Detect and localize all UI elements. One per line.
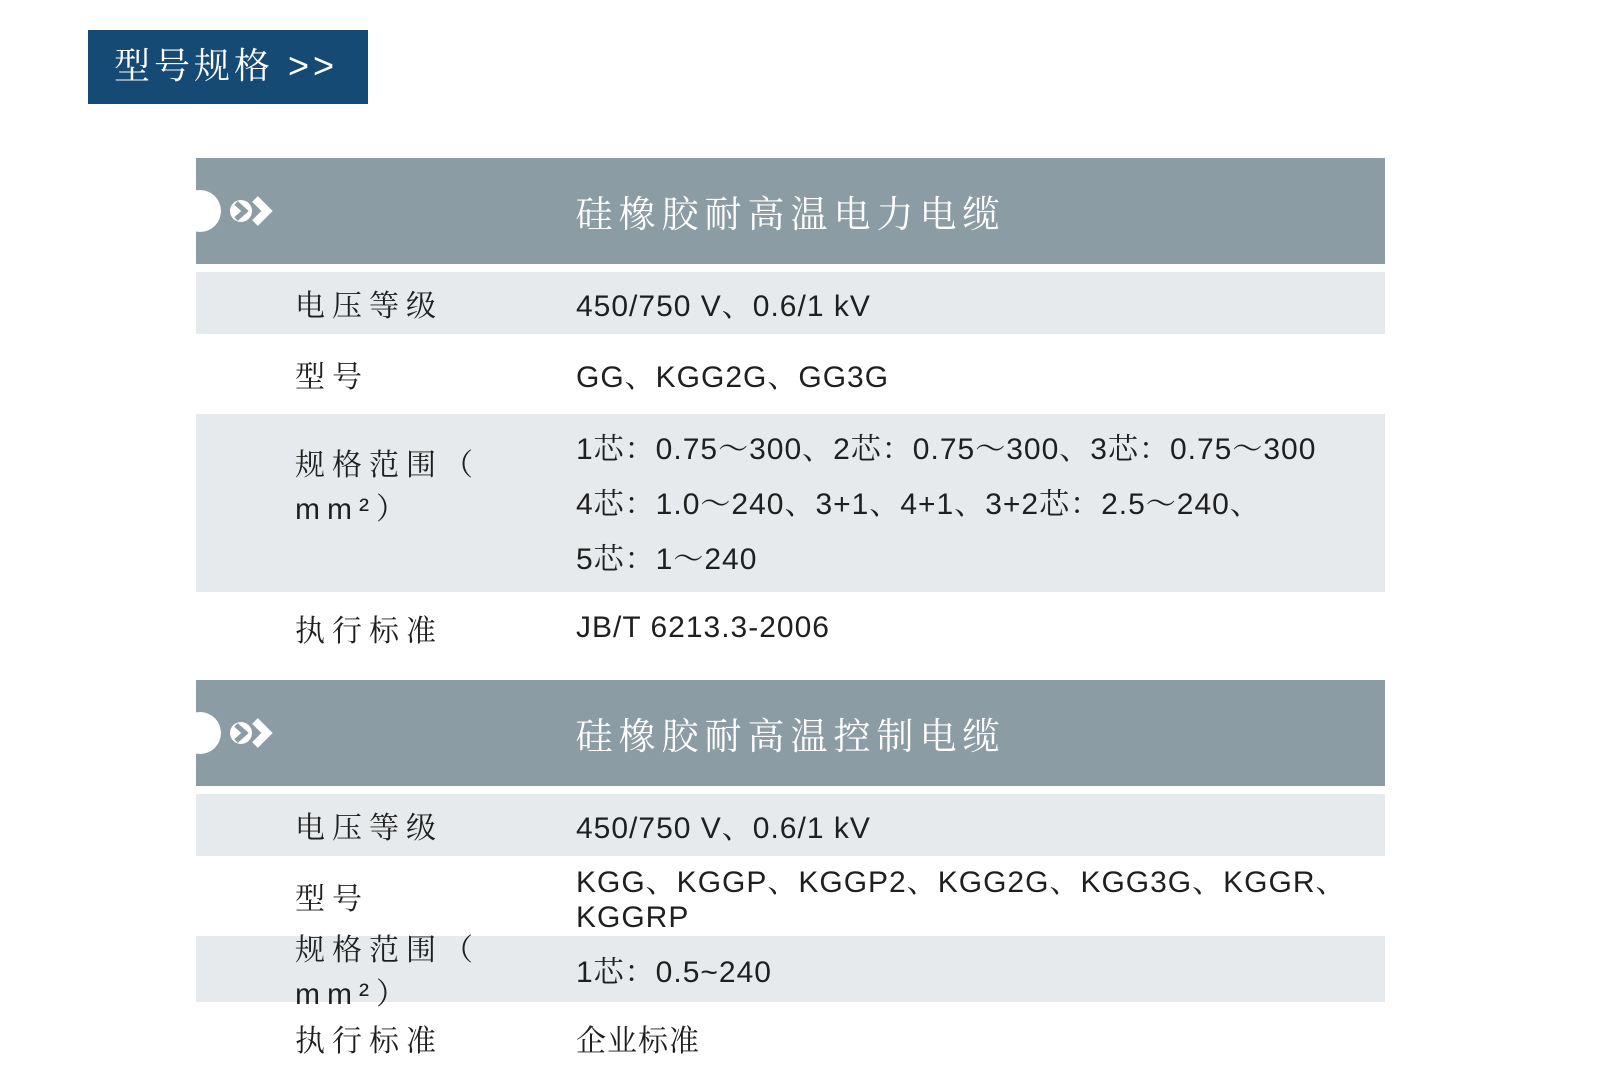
row-label: 规格范围（ mm²）: [295, 934, 480, 1011]
row-value: 450/750 V、0.6/1 kV: [576, 290, 871, 323]
row-value: JB/T 6213.3-2006: [576, 611, 830, 644]
spec-tables: [196, 158, 1385, 1074]
row-value: GG、KGG2G、GG3G: [576, 361, 890, 394]
row-label: 电压等级: [295, 812, 443, 845]
row-label: 电压等级: [295, 290, 443, 323]
row-value: KGG、KGGP、KGGP2、KGG2G、KGG3G、KGGR、KGGRP: [576, 866, 1347, 934]
row-value: 450/750 V、0.6/1 kV: [576, 812, 871, 845]
circle-arrow-right-icon: [230, 716, 278, 750]
row-label: 型号: [295, 883, 369, 916]
table-row: [196, 272, 1385, 334]
table-row: [196, 856, 1385, 936]
row-label: 执行标准: [295, 615, 443, 648]
table-row: [196, 934, 1385, 1011]
table-row: [196, 592, 1385, 664]
table-row: [196, 794, 1385, 856]
control-cable-table: [196, 680, 1385, 1074]
power-cable-table: [196, 158, 1385, 664]
row-value: 企业标准: [576, 1025, 700, 1058]
spec-range-line: 1芯：0.75～300、2芯：0.75～300、3芯：0.75～300: [576, 433, 1317, 466]
circle-arrow-right-icon: [230, 194, 278, 228]
table-row: [196, 334, 1385, 414]
section-badge: [88, 30, 368, 104]
table-title: 硅橡胶耐高温控制电缆: [575, 716, 1006, 757]
row-value: [576, 414, 1385, 587]
edge-circle-decoration: [179, 190, 221, 232]
section-badge-label: 型号规格 >>: [114, 45, 339, 86]
edge-circle-decoration: [179, 712, 221, 754]
row-label: 型号: [295, 361, 369, 394]
spec-range-line: 4芯：1.0～240、3+1、4+1、3+2芯：2.5～240、: [576, 488, 1261, 521]
row-label: 执行标准: [295, 1025, 443, 1058]
table-title: 硅橡胶耐高温电力电缆: [575, 194, 1006, 235]
control-cable-header: [196, 680, 1385, 786]
power-cable-header: [196, 158, 1385, 264]
spec-range-line: 5芯：1～240: [576, 543, 758, 576]
row-label: 规格范围（ mm²）: [295, 449, 480, 526]
table-row: [196, 414, 1385, 592]
row-value: 1芯：0.5~240: [576, 956, 772, 989]
